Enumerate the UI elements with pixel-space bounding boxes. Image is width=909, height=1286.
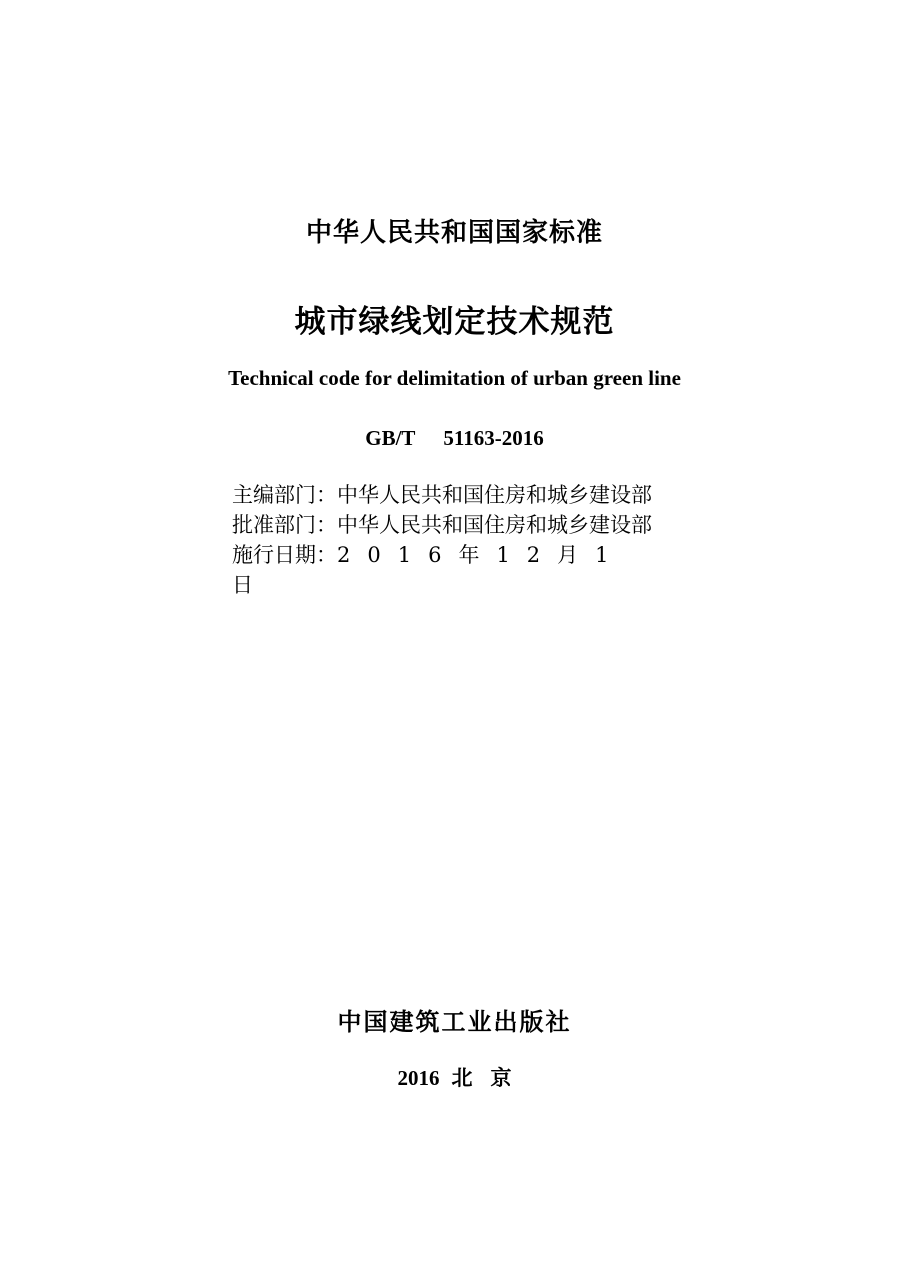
- editor-value: 中华人民共和国住房和城乡建设部: [337, 483, 652, 507]
- code-prefix: GB/T: [365, 426, 416, 450]
- date-value: 2016年12月1: [337, 543, 626, 567]
- imprint-city-1: 北: [451, 1066, 473, 1090]
- imprint: [0, 1062, 909, 1092]
- standard-code: [0, 426, 909, 451]
- english-title: Technical code for delimitation of urban green line: [228, 366, 681, 390]
- editor-label: 主编部门：: [232, 483, 337, 507]
- effective-date-line: [232, 540, 692, 570]
- approver-label: 批准部门：: [232, 513, 337, 537]
- date-label: 施行日期：: [232, 543, 337, 567]
- imprint-year: 2016: [397, 1066, 440, 1090]
- series-title: 中华人民共和国国家标准: [305, 218, 603, 248]
- approver-value: 中华人民共和国住房和城乡建设部: [337, 513, 652, 537]
- editor-line: [232, 480, 692, 510]
- publisher: 中国建筑工业出版社: [337, 1007, 572, 1036]
- main-title: 城市绿线划定技术规范: [294, 304, 615, 340]
- code-number: 51163-2016: [443, 426, 544, 450]
- imprint-city-2: 京: [490, 1066, 512, 1090]
- approver-line: [232, 510, 692, 540]
- effective-date-tail: 日: [232, 573, 253, 597]
